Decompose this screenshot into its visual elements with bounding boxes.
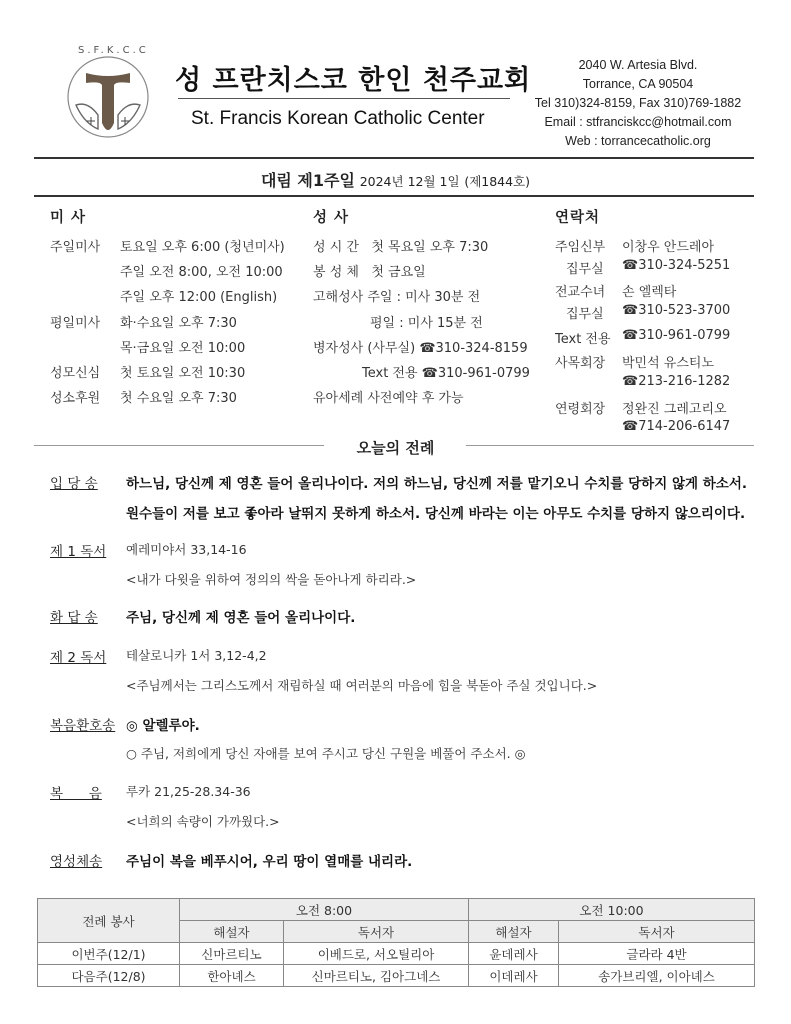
email: Email : stfranciskcc@hotmail.com xyxy=(544,115,732,129)
contact-label: 집무실 xyxy=(566,307,604,322)
issue-date: 2024년 12월 1일 xyxy=(359,174,460,189)
gospel-ref: 루카 21,25-28.34-36 xyxy=(126,784,251,799)
reading2-label: 제 2 독서 xyxy=(50,650,107,666)
address-line-2: Torrance, CA 90504 xyxy=(582,77,694,91)
cell: 한아녜스 xyxy=(180,965,284,987)
mass-label: 평일미사 xyxy=(50,316,101,331)
cell: 송가브리엘, 이아녜스 xyxy=(559,965,755,987)
sacrament-row: 평일 : 미사 15분 전 xyxy=(370,316,483,331)
contact-label: Text 전용 xyxy=(555,332,611,347)
contact-value: 박민석 유스티노 xyxy=(622,356,715,371)
issue-title: 대림 제1주일 xyxy=(260,171,355,190)
cell: 신마르티노 xyxy=(180,943,284,965)
contact-label: 사목회장 xyxy=(555,356,606,371)
service-table xyxy=(37,898,755,987)
contact-value: 이창우 안드레아 xyxy=(622,240,715,255)
role-header: 해설자 xyxy=(469,921,559,943)
reading1-ref: 예레미야서 33,14-16 xyxy=(126,542,247,557)
issue-number: (제1844호) xyxy=(464,174,531,189)
group-header-10am: 오전 10:00 xyxy=(469,899,755,921)
table-row xyxy=(38,943,755,965)
contact-label: 연령회장 xyxy=(555,402,606,417)
church-title-english: St. Francis Korean Catholic Center xyxy=(191,108,485,129)
reading1-summary: <내가 다윗을 위하여 정의의 싹을 돋아나게 하리라.> xyxy=(126,572,417,587)
entrance-label: 입 당 송 xyxy=(50,476,98,492)
table-corner: 전례 봉사 xyxy=(38,899,180,943)
contact-value: ☎310-324-5251 xyxy=(622,258,731,273)
address-line-1: 2040 W. Artesia Blvd. xyxy=(578,58,698,72)
logo-text: S.F.K.C.C xyxy=(78,45,149,56)
alleluia-line-1: ◎ 알렐루야. xyxy=(126,718,200,734)
entrance-line-1: 하느님, 당신께 제 영혼 들어 올리나이다. 저의 하느님, 당신께 저를 맡기오니 수치를 당하지 않게 하소서. xyxy=(126,476,747,492)
contact-label: 집무실 xyxy=(566,262,604,277)
liturgy-title: 오늘의 전례 xyxy=(356,439,435,457)
contact-label: 전교수녀 xyxy=(555,285,606,300)
mass-label: 성모신심 xyxy=(50,366,101,381)
role-header: 독서자 xyxy=(559,921,755,943)
sacraments-heading: 성 사 xyxy=(313,210,350,226)
contact-value: ☎714-206-6147 xyxy=(622,419,731,434)
mass-value: 화·수요일 오후 7:30 xyxy=(120,316,237,331)
alleluia-line-2: ○ 주님, 저희에게 당신 자애를 보여 주시고 당신 구원을 베풀어 주소서. ◎ xyxy=(126,746,526,761)
sacrament-row: 유아세례 사전예약 후 가능 xyxy=(313,391,464,406)
contact-value: 손 엘렉타 xyxy=(622,285,677,300)
reading2-summary: <주님께서는 그리스도께서 재림하실 때 여러분의 마음에 힘을 북돋아 주실 것입니다.> xyxy=(126,678,598,693)
mass-value: 주일 오후 12:00 (English) xyxy=(120,290,278,305)
role-header: 해설자 xyxy=(180,921,284,943)
contact-value: ☎213-216-1282 xyxy=(622,374,731,389)
website: Web : torrancecatholic.org xyxy=(565,134,711,148)
cell: 이베드로, 서오틸리아 xyxy=(284,943,469,965)
communion-text: 주님이 복을 베푸시어, 우리 땅이 열매를 내리라. xyxy=(126,854,413,870)
mass-value: 첫 토요일 오전 10:30 xyxy=(120,366,246,381)
psalm-text: 주님, 당신께 제 영혼 들어 올리나이다. xyxy=(126,610,356,626)
contact-label: 주임신부 xyxy=(555,240,606,255)
reading2-ref: 테살로니카 1서 3,12-4,2 xyxy=(126,648,267,663)
mass-label: 성소후원 xyxy=(50,391,101,406)
mass-value: 주일 오전 8:00, 오전 10:00 xyxy=(120,265,283,280)
week-cell: 다음주(12/8) xyxy=(38,965,180,987)
sacrament-row: 성 시 간 첫 목요일 오후 7:30 xyxy=(313,240,489,255)
contact-value: ☎310-961-0799 xyxy=(622,328,731,343)
role-header: 독서자 xyxy=(284,921,469,943)
church-title-korean: 성 프란치스코 한인 천주교회 xyxy=(175,65,532,96)
communion-label: 영성체송 xyxy=(50,854,103,870)
reading1-label: 제 1 독서 xyxy=(50,544,107,560)
mass-value: 토요일 오후 6:00 (청년미사) xyxy=(120,240,285,255)
church-logo xyxy=(58,45,158,145)
alleluia-label: 복음환호송 xyxy=(50,718,116,734)
gospel-summary: <너희의 속량이 가까웠다.> xyxy=(126,814,280,829)
issue-line xyxy=(0,168,791,191)
header-rule-bottom xyxy=(34,195,754,197)
cell: 이데레사 xyxy=(469,965,559,987)
title-divider xyxy=(178,98,510,99)
mass-heading: 미 사 xyxy=(50,210,87,226)
cell: 신마르티노, 김아그네스 xyxy=(284,965,469,987)
header-rule-top xyxy=(34,157,754,159)
psalm-label: 화 답 송 xyxy=(50,610,98,626)
cell: 윤데레사 xyxy=(469,943,559,965)
contact-block xyxy=(520,56,756,151)
group-header-8am: 오전 8:00 xyxy=(180,899,469,921)
franciscan-emblem-icon xyxy=(58,45,158,145)
mass-label: 주일미사 xyxy=(50,240,101,255)
sacrament-row: 봉 성 체 첫 금요일 xyxy=(313,265,426,280)
mass-value: 첫 수요일 오후 7:30 xyxy=(120,391,237,406)
table-row xyxy=(38,965,755,987)
contact-value: ☎310-523-3700 xyxy=(622,303,731,318)
sacrament-row: 고해성사 주일 : 미사 30분 전 xyxy=(313,290,481,305)
sacrament-row: Text 전용 ☎310-961-0799 xyxy=(362,366,530,381)
sacrament-row: 병자성사 (사무실) ☎310-324-8159 xyxy=(313,341,528,356)
mass-value: 목·금요일 오전 10:00 xyxy=(120,341,246,356)
entrance-line-2: 원수들이 저를 보고 좋아라 날뛰지 못하게 하소서. 당신께 바라는 이는 아무도 수치를 당하지 않으리이다. xyxy=(126,506,746,522)
week-cell: 이번주(12/1) xyxy=(38,943,180,965)
contacts-heading: 연락처 xyxy=(555,210,601,226)
gospel-label: 복 음 xyxy=(50,786,102,802)
cell: 글라라 4반 xyxy=(559,943,755,965)
phone-fax: Tel 310)324-8159, Fax 310)769-1882 xyxy=(534,96,742,110)
contact-value: 정완진 그레고리오 xyxy=(622,402,727,417)
